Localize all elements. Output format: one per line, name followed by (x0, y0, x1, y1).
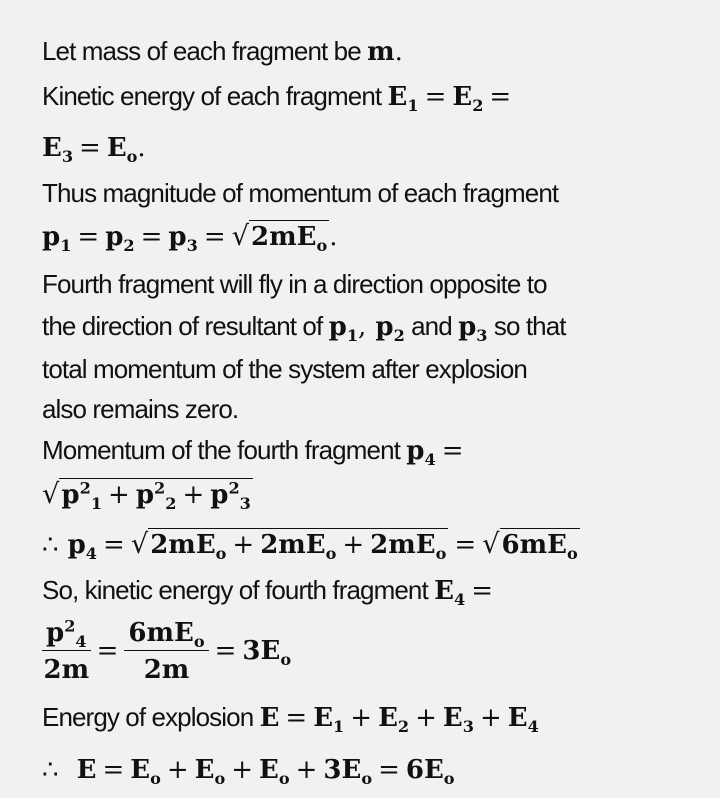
sym-comma: , (358, 312, 367, 342)
sym-p: p (46, 618, 65, 648)
math-p3 (458, 312, 488, 346)
text-mass: Let mass of each fragment be (42, 36, 368, 66)
op-eq: = (441, 436, 464, 466)
sym-E: E (507, 703, 528, 733)
sub-1: 1 (407, 96, 419, 116)
sym-p: p (105, 222, 124, 252)
text-energy-explosion: Energy of explosion (42, 702, 260, 732)
sub-o: o (214, 769, 226, 789)
radical-icon: √ (42, 479, 60, 510)
expr-2mE: 2mE (251, 222, 317, 252)
radical-icon: √ (130, 529, 149, 560)
sym-E: E (387, 82, 408, 112)
sub-3: 3 (61, 147, 74, 167)
sub-1: 1 (346, 326, 359, 346)
math-p-equal (42, 221, 338, 256)
math-p4-value (42, 529, 580, 564)
line-sqrt-p-squares (42, 478, 253, 514)
text-fourth-fragment: Fourth fragment will fly in a direction opposite to (42, 269, 547, 299)
sym-E: E (434, 576, 454, 606)
line-momentum-fourth (42, 435, 469, 470)
sub-2: 2 (165, 494, 177, 514)
text-so-that: so that (487, 311, 566, 341)
sub-o: o (278, 769, 290, 789)
op-eq: = (140, 222, 163, 252)
frac-6mEo-2m (124, 620, 208, 683)
sym-p: p (210, 480, 229, 510)
sym-E: E (259, 703, 280, 733)
sym-dot: . (329, 222, 338, 252)
sqrt-p-squares (42, 478, 253, 514)
line-energy-explosion (42, 702, 539, 737)
sym-p: p (458, 312, 477, 342)
sub-4: 4 (453, 590, 466, 610)
math-e4 (434, 576, 499, 610)
sub-2: 2 (123, 236, 135, 256)
sym-E: E (378, 703, 398, 733)
sym-p: p (168, 222, 187, 252)
expr-6mE: 6mE (501, 530, 567, 560)
expr-2m: 2m (143, 655, 190, 685)
math-p4 (406, 436, 469, 470)
sub-3: 3 (186, 236, 198, 256)
sub-o: o (325, 544, 337, 564)
expr-2m: 2m (43, 655, 90, 685)
sym-p: p (375, 312, 394, 342)
text-momentum-magnitude: Thus magnitude of momentum of each fragment (42, 178, 559, 208)
sub-o: o (361, 769, 373, 789)
sup-2: 2 (154, 478, 166, 498)
sub-3: 3 (476, 326, 488, 346)
sub-o: o (215, 544, 227, 564)
sym-p: p (406, 436, 425, 466)
sym-E: E (42, 133, 62, 163)
text-remains-zero: also remains zero. (42, 394, 239, 424)
sub-4: 4 (424, 450, 436, 470)
expr-3E: 3E (323, 755, 362, 785)
sub-3: 3 (239, 494, 251, 514)
therefore-icon: ∴ (42, 530, 59, 560)
expr-2mE: 2mE (150, 530, 216, 560)
sym-E: E (76, 755, 97, 785)
frac-p4-2m (42, 616, 91, 685)
line-kinetic-energy (42, 81, 517, 116)
math-energy-sum (259, 703, 539, 737)
op-plus: + (232, 530, 255, 560)
sub-4: 4 (85, 544, 98, 564)
sub-o: o (435, 544, 447, 564)
sub-4: 4 (75, 632, 87, 652)
op-plus: + (166, 755, 189, 785)
line-p4-value (42, 528, 580, 564)
sym-E: E (442, 703, 463, 733)
sym-p: p (61, 480, 80, 510)
sub-o: o (316, 236, 328, 256)
sub-o: o (566, 544, 578, 564)
sqrt-sum (130, 528, 449, 564)
sup-2: 2 (64, 616, 76, 636)
sym-E: E (259, 755, 279, 785)
sym-E: E (130, 755, 151, 785)
op-eq: = (203, 222, 226, 252)
sym-p: p (42, 222, 61, 252)
text-and: and (404, 311, 459, 341)
math-e1-e2 (387, 82, 518, 116)
line-fourth-fragment (42, 271, 547, 297)
sym-E: E (452, 82, 473, 112)
sub-1: 1 (90, 494, 103, 514)
radical-icon: √ (231, 221, 250, 252)
op-plus: + (479, 703, 502, 733)
op-eq: = (285, 703, 308, 733)
op-plus: + (342, 530, 365, 560)
expr-3E: 3E (242, 635, 281, 666)
expr-6mE: 6mE (128, 618, 194, 648)
op-eq: = (214, 635, 237, 666)
math-final-energy (42, 755, 455, 789)
sub-o: o (150, 769, 161, 789)
sub-o: o (193, 632, 205, 652)
sub-2: 2 (397, 717, 410, 737)
sqrt-2mEo (231, 220, 330, 256)
op-eq: = (96, 635, 119, 666)
sup-2: 2 (79, 478, 91, 498)
line-resultant (42, 311, 566, 346)
sub-1: 1 (333, 717, 345, 737)
op-eq: = (378, 755, 400, 785)
sub-2: 2 (472, 96, 484, 116)
line-final-energy (42, 755, 455, 789)
op-plus: + (415, 703, 437, 733)
text-resultant: the direction of resultant of (42, 311, 329, 341)
sub-o: o (126, 147, 138, 167)
sym-dot: . (137, 133, 146, 163)
op-plus: + (231, 755, 254, 785)
sub-2: 2 (393, 326, 405, 346)
line-ke-fourth (42, 575, 499, 610)
math-m (367, 37, 403, 67)
text-kinetic-energy: Kinetic energy of each fragment (42, 81, 388, 111)
op-plus: + (108, 480, 130, 510)
expr-2mE: 2mE (260, 530, 326, 560)
op-plus: + (295, 755, 318, 785)
therefore-icon: ∴ (42, 755, 59, 785)
op-eq: = (424, 82, 447, 112)
sym-E: E (313, 703, 334, 733)
line-fraction (42, 616, 292, 685)
sub-4: 4 (527, 717, 539, 737)
expr-6E: 6E (405, 755, 444, 785)
sym-m: m (367, 37, 395, 67)
text-momentum-fourth: Momentum of the fourth fragment (42, 435, 407, 465)
op-eq: = (77, 222, 100, 252)
sub-o: o (443, 769, 455, 789)
sym-p: p (67, 530, 86, 560)
sub-o: o (280, 649, 292, 669)
line-total-momentum (42, 356, 527, 382)
expr-2mE: 2mE (370, 530, 436, 560)
sym-E: E (106, 133, 127, 163)
math-fraction (42, 616, 292, 685)
op-eq: = (471, 576, 493, 606)
math-p1-p2 (328, 312, 405, 346)
sqrt-6mEo (482, 528, 580, 564)
op-eq: = (79, 133, 101, 163)
sym-E: E (194, 755, 215, 785)
sym-p: p (328, 312, 347, 342)
op-eq: = (454, 530, 477, 560)
op-eq: = (489, 82, 512, 112)
math-e3 (42, 133, 146, 167)
line-momentum-magnitude (42, 180, 558, 206)
sym-dot: . (394, 37, 403, 67)
sub-3: 3 (462, 717, 474, 737)
op-plus: + (350, 703, 373, 733)
op-eq: = (103, 530, 125, 560)
text-ke-fourth: So, kinetic energy of fourth fragment (42, 575, 435, 605)
op-eq: = (102, 755, 125, 785)
op-plus: + (182, 480, 205, 510)
line-mass (42, 38, 403, 65)
text-total-momentum: total momentum of the system after explosion (42, 354, 527, 384)
radical-icon: √ (482, 529, 500, 560)
sub-1: 1 (60, 236, 72, 256)
line-e3-eo (42, 133, 146, 167)
line-p-equal (42, 220, 338, 256)
sup-2: 2 (228, 478, 240, 498)
sym-p: p (135, 480, 155, 510)
line-remains-zero (42, 396, 238, 422)
